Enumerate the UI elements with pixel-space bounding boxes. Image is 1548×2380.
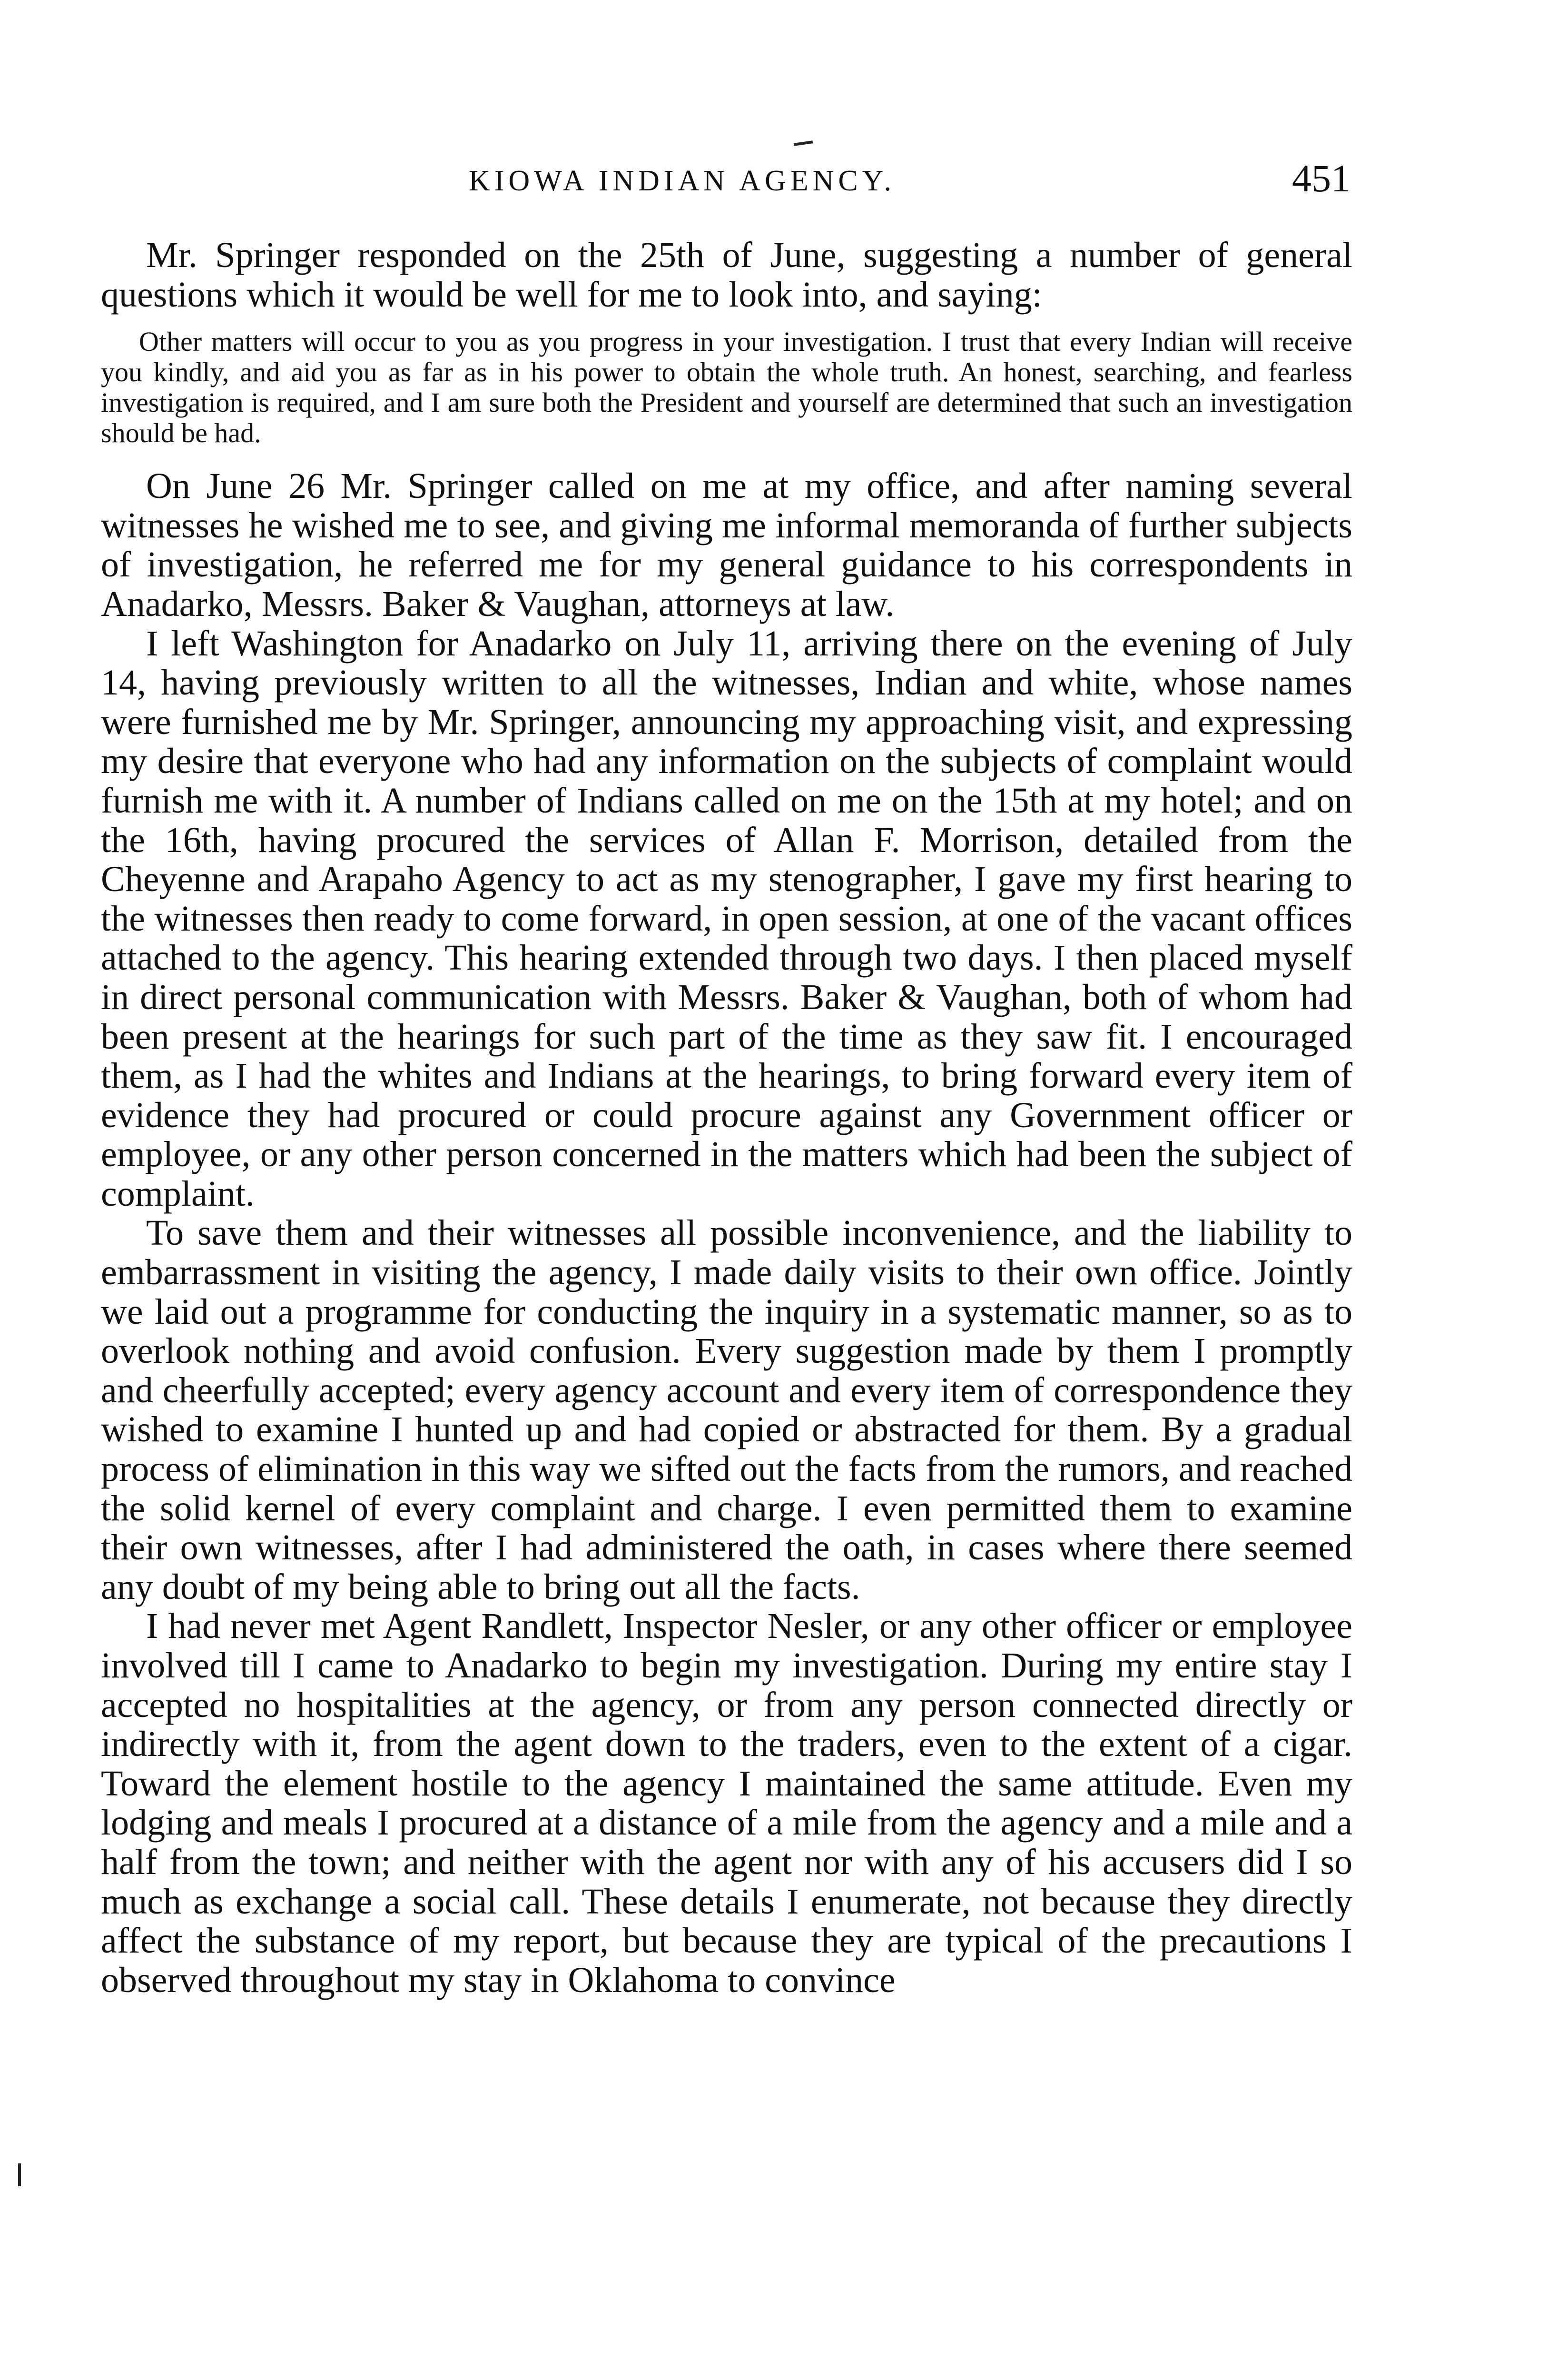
paragraph-never-met-agent: I had never met Agent Randlett, Inspector Nesler, or any other officer or employee involved till I came to Anadarko to begin my investigation. During my entire stay I accepted no hospitalities at the agency, or from any person connected directly or indirectly with it, from the agent down to the traders, even to the extent of a cigar. Toward the element hostile to the agency I maintained the same attitude. Even my lodging and meals I procured at a distance of a mile from the agency and a mile and a half from the town; and neither with the agent nor with any of his accusers did I so much as exchange a social call. These details I enumerate, not because they directly affect the substance of my report, but because they are typical of the precautions I observed throughout my stay in Oklahoma to convince — [101, 1606, 1352, 2000]
page-number: 451 — [1292, 157, 1351, 200]
running-title: KIOWA INDIAN AGENCY. — [469, 165, 896, 197]
paragraph-june-26: On June 26 Mr. Springer called on me at my office, and after naming several witnesses he wished me to see, and giving me informal memoranda of further subjects of investigation, he referred me for my general guidance to his correspondents in Anadarko, Messrs. Baker & Vaughan, attorneys at law. — [101, 466, 1352, 624]
paragraph-left-washington: I left Washington for Anadarko on July 11, arriving there on the evening of July 14, having previously written to all the witnesses, Indian and white, whose names were furnished me by Mr. Springer, announcing my approaching visit, and expressing my desire that everyone who had any information on the subjects of complaint would furnish me with it. A number of Indians called on me on the 15th at my hotel; and on the 16th, having procured the services of Allan F. Morrison, detailed from the Cheyenne and Arapaho Agency to act as my stenographer, I gave my first hearing to the witnesses then ready to come forward, in open session, at one of the vacant offices attached to the agency. This hearing extended through two days. I then placed myself in direct personal communication with Messrs. Baker & Vaughan, both of whom had been present at the hearings for such part of the time as they saw fit. I encouraged them, as I had the whites and Indians at the hearings, to bring forward every item of evidence they had procured or could procure against any Government officer or employee, or any other person concerned in the matters which had been the subject of complaint. — [101, 623, 1352, 1214]
stray-mark-top — [794, 140, 813, 146]
stray-mark-left — [18, 2163, 21, 2186]
paragraph-springer-response: Mr. Springer responded on the 25th of June, suggesting a number of general questions which it would be well for me to look into, and saying: — [101, 235, 1352, 315]
paragraph-save-witnesses: To save them and their witnesses all possible inconvenience, and the liability to embarrassment in visiting the agency, I made daily visits to their own office. Jointly we laid out a programme for conducting the inquiry in a systematic manner, so as to overlook nothing and avoid confusion. Every suggestion made by them I promptly and cheerfully accepted; every agency account and every item of correspondence they wished to examine I hunted up and had copied or abstracted for them. By a gradual process of elimination in this way we sifted out the facts from the rumors, and reached the solid kernel of every complaint and charge. I even permitted them to examine their own witnesses, after I had administered the oath, in cases where there seemed any doubt of my being able to bring out all the facts. — [101, 1213, 1352, 1607]
block-quote: Other matters will occur to you as you progress in your investigation. I trust that every Indian will receive you kindly, and aid you as far as in his power to obtain the whole truth. An honest, searching, and fearless investigation is required, and I am sure both the President and yourself are determined that such an investigation should be had. — [101, 326, 1352, 449]
running-header — [0, 157, 1548, 209]
body-text — [101, 236, 1352, 2000]
